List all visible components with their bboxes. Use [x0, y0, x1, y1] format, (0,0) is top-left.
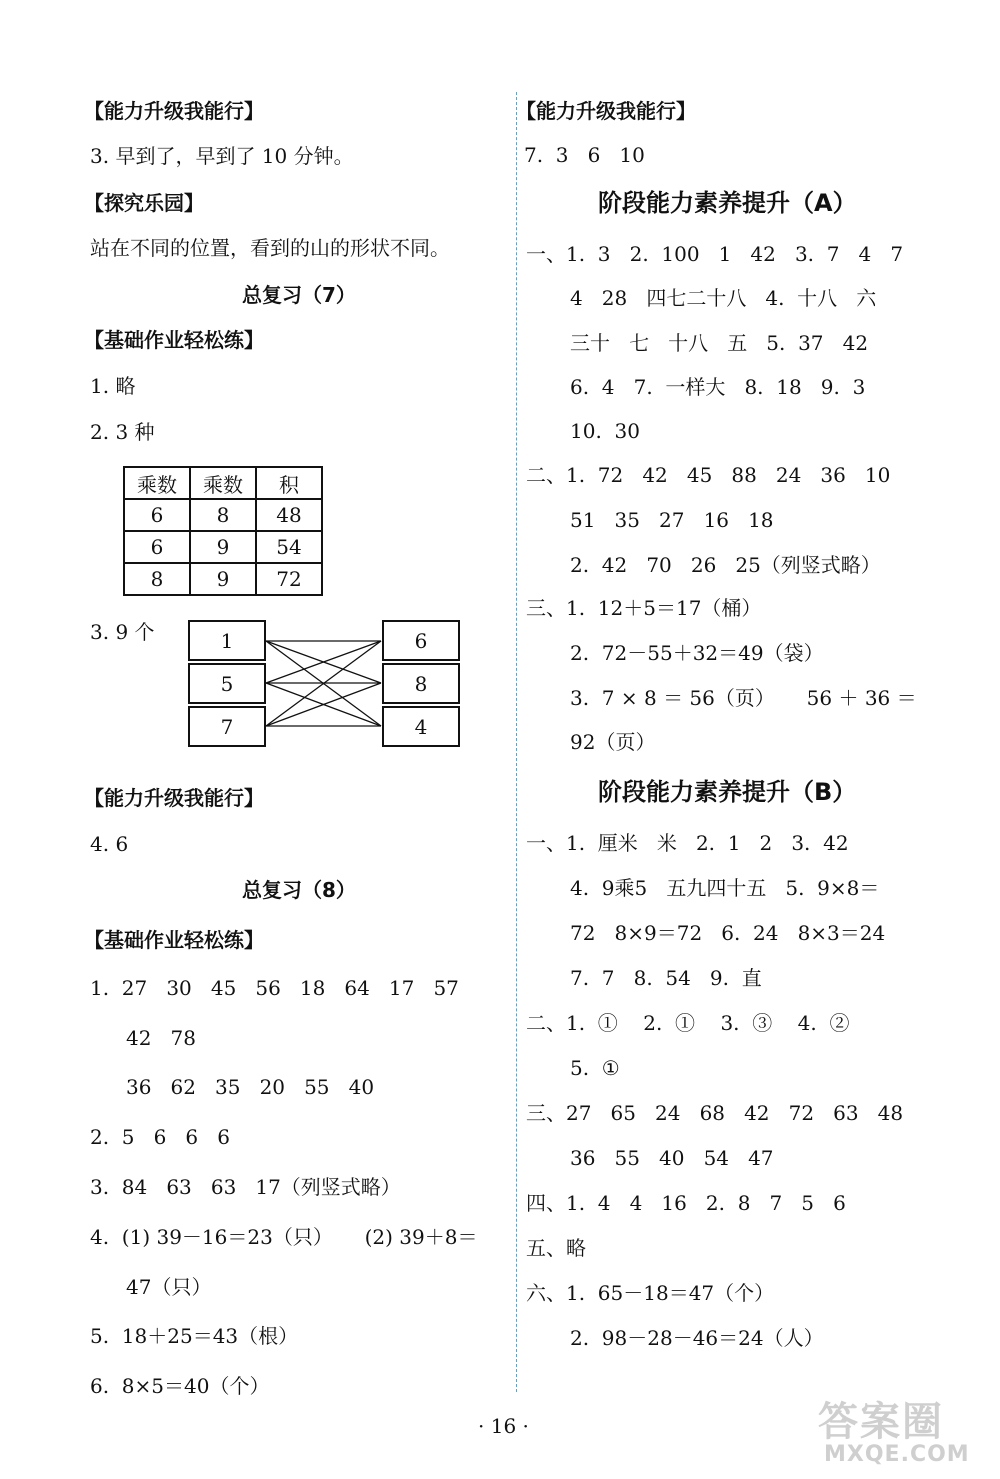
watermark-main-text: 答案圈: [818, 1399, 944, 1445]
table-cell: 72: [256, 563, 322, 595]
watermark-url-text: MXQE.COM: [824, 1442, 970, 1467]
section-title-review-8: 总复习（8）: [242, 878, 356, 902]
answer-line: 3. 7 × 8 ＝ 56（页） 56 ＋ 36 ＝: [570, 686, 917, 710]
table-cell: 9: [190, 531, 256, 563]
answer-line: 36 55 40 54 47: [570, 1146, 774, 1170]
answer-line: 4 28 四七二十八 4. 十八 六: [570, 286, 877, 310]
table-cell: 6: [124, 531, 190, 563]
table-header-cell: 乘数: [124, 467, 190, 499]
answer-line: 2. 72－55＋32＝49（袋）: [570, 641, 824, 665]
answer-line: 51 35 27 16 18: [570, 508, 774, 532]
answer-line: 2. 5 6 6 6: [90, 1125, 230, 1149]
answer-line: 4. 6: [90, 832, 129, 856]
answer-line: 六、1. 65－18＝47（个）: [526, 1281, 775, 1305]
answer-line: 7. 3 6 10: [524, 143, 645, 167]
answer-line: 10. 30: [570, 419, 640, 443]
answer-line: 4. (1) 39－16＝23（只） (2) 39＋8＝: [90, 1225, 478, 1249]
table-cell: 54: [256, 531, 322, 563]
table-cell: 48: [256, 499, 322, 531]
answer-line: 一、1. 3 2. 100 1 42 3. 7 4 7: [526, 242, 904, 266]
answer-line: 4. 9乘5 五九四十五 5. 9×8＝: [570, 876, 880, 900]
digit-box-left: 5: [188, 663, 266, 704]
answer-line: 92（页）: [570, 730, 656, 754]
digit-box-right: 6: [382, 620, 460, 661]
answer-line: 三、27 65 24 68 42 72 63 48: [526, 1101, 904, 1125]
answer-line: 四、1. 4 4 16 2. 8 7 5 6: [526, 1191, 846, 1215]
section-title-stage-b: 阶段能力素养提升（B）: [598, 778, 857, 806]
section-heading-basic: 【基础作业轻松练】: [84, 328, 264, 352]
table-cell: 6: [124, 499, 190, 531]
answer-line: 站在不同的位置，看到的山的形状不同。: [90, 236, 450, 260]
answer-line: 6. 4 7. 一样大 8. 18 9. 3: [570, 375, 866, 399]
answer-line: 3. 84 63 63 17（列竖式略）: [90, 1175, 401, 1199]
watermark-logo: [818, 1390, 998, 1474]
table-cell: 9: [190, 563, 256, 595]
section-heading-ability: 【能力升级我能行】: [84, 99, 264, 123]
answer-line: 7. 7 8. 54 9. 直: [570, 966, 762, 990]
answer-line: 1. 27 30 45 56 18 64 17 57: [90, 976, 459, 1000]
answer-line: 72 8×9＝72 6. 24 8×3＝24: [570, 921, 886, 945]
answer-line: 2. 98－28－46＝24（人）: [570, 1326, 824, 1350]
answer-line: 三、1. 12＋5＝17（桶）: [526, 596, 762, 620]
answer-line: 三十 七 十八 五 5. 37 42: [570, 331, 869, 355]
answer-line: 2. 42 70 26 25（列竖式略）: [570, 553, 881, 577]
answer-line: 5. 18＋25＝43（根）: [90, 1324, 299, 1348]
answer-line: 5. ①: [570, 1056, 620, 1080]
table-cell: 8: [190, 499, 256, 531]
answer-line: 3. 9 个: [90, 620, 155, 644]
section-title-stage-a: 阶段能力素养提升（A）: [598, 189, 857, 217]
table-header-cell: 积: [256, 467, 322, 499]
table-cell: 8: [124, 563, 190, 595]
answer-line: 42 78: [126, 1026, 196, 1050]
section-title-review-7: 总复习（7）: [242, 283, 356, 307]
answer-line: 2. 3 种: [90, 420, 155, 444]
digit-box-left: 7: [188, 706, 266, 747]
answer-line: 1. 略: [90, 374, 136, 398]
page-number: · 16 ·: [478, 1414, 529, 1438]
answer-line: 3. 早到了，早到了 10 分钟。: [90, 144, 354, 168]
answer-line: 二、1. 72 42 45 88 24 36 10: [526, 463, 891, 487]
answer-line: 36 62 35 20 55 40: [126, 1075, 375, 1099]
answer-line: 二、1. ① 2. ① 3. ③ 4. ②: [526, 1011, 850, 1035]
table-header-cell: 乘数: [190, 467, 256, 499]
section-heading-basic: 【基础作业轻松练】: [84, 928, 264, 952]
answer-line: 6. 8×5＝40（个）: [90, 1374, 270, 1398]
digit-box-left: 1: [188, 620, 266, 661]
section-heading-ability: 【能力升级我能行】: [84, 786, 264, 810]
section-heading-ability: 【能力升级我能行】: [516, 99, 696, 123]
digit-box-right: 4: [382, 706, 460, 747]
answer-line: 五、略: [526, 1236, 586, 1260]
digit-box-right: 8: [382, 663, 460, 704]
answer-line: 47（只）: [126, 1275, 212, 1299]
answer-line: 一、1. 厘米 米 2. 1 2 3. 42: [526, 831, 849, 855]
section-heading-explore: 【探究乐园】: [84, 191, 204, 215]
